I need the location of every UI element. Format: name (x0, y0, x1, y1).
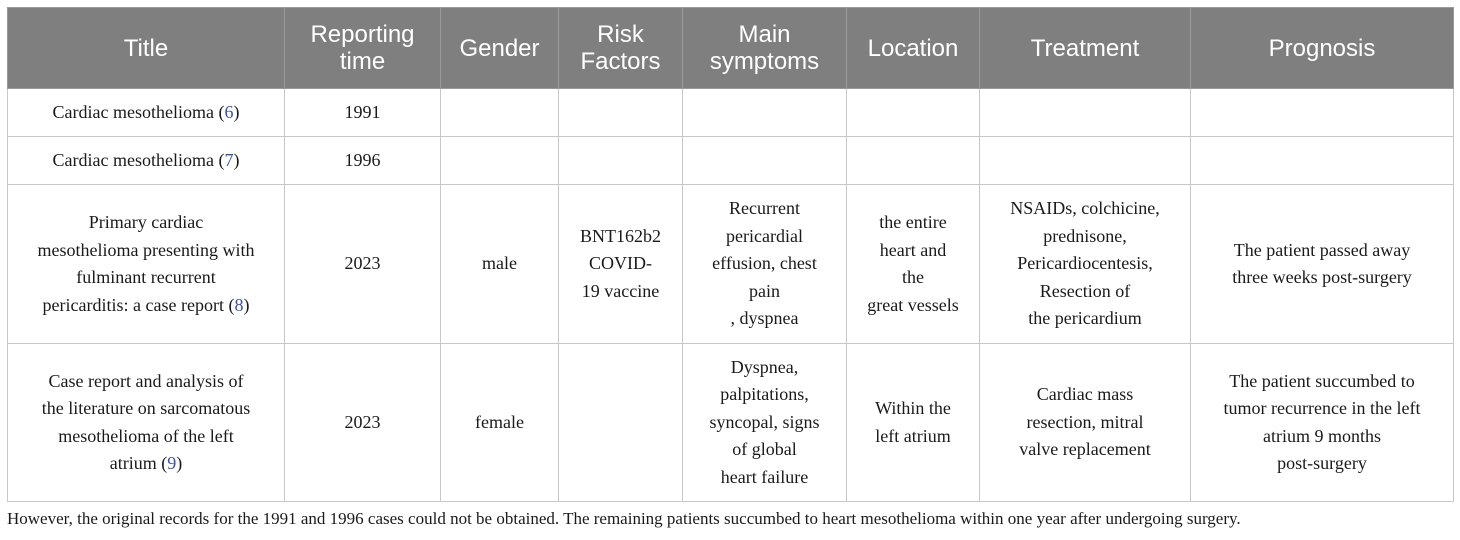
cell-title: Cardiac mesothelioma (7) (8, 137, 285, 185)
table-row (8, 89, 1454, 137)
cell-reporting-time: 2023 (285, 344, 441, 502)
cell-reporting-time: 1996 (285, 137, 441, 185)
cell-treatment: NSAIDs, colchicine, prednisone, Pericardiocentesis, Resection of the pericardium (980, 185, 1191, 344)
cell-treatment (980, 137, 1191, 185)
cell-risk: BNT162b2 COVID- 19 vaccine (559, 185, 683, 344)
reference-link[interactable]: 9 (167, 453, 177, 473)
cell-title: Case report and analysis of the literature on sarcomatous mesothelioma of the left atrium (9) (8, 344, 285, 502)
cell-gender (441, 137, 559, 185)
cell-reporting-time: 1991 (285, 89, 441, 137)
cell-reporting-time: 2023 (285, 185, 441, 344)
header-title: Title (8, 8, 285, 89)
header-prognosis: Prognosis (1191, 8, 1454, 89)
reference-link[interactable]: 7 (224, 149, 234, 170)
cell-risk (559, 137, 683, 185)
cell-gender (441, 89, 559, 137)
cell-prognosis (1191, 137, 1454, 185)
cell-risk (559, 89, 683, 137)
cell-title: Cardiac mesothelioma (6) (8, 89, 285, 137)
cell-risk (559, 344, 683, 502)
cell-location: the entire heart and the great vessels (847, 185, 980, 344)
table-row (8, 137, 1454, 185)
table-container (7, 7, 1453, 502)
cell-gender: female (441, 344, 559, 502)
header-location: Location (847, 8, 980, 89)
mesothelioma-case-table (7, 7, 1454, 502)
reference-link[interactable]: 6 (224, 101, 234, 122)
cell-prognosis (1191, 89, 1454, 137)
header-risk-factors: Risk Factors (559, 8, 683, 89)
header-row (8, 8, 1454, 89)
cell-symptoms (683, 89, 847, 137)
cell-title: Primary cardiac mesothelioma presenting with fulminant recurrent pericarditis: a case report (8) (8, 185, 285, 344)
cell-symptoms (683, 137, 847, 185)
header-main-symptoms: Main symptoms (683, 8, 847, 89)
cell-treatment (980, 89, 1191, 137)
cell-location: Within the left atrium (847, 344, 980, 502)
cell-symptoms: Recurrent pericardial effusion, chest pain , dyspnea (683, 185, 847, 344)
reference-link[interactable]: 8 (234, 294, 244, 315)
cell-prognosis: The patient passed away three weeks post-surgery (1191, 185, 1454, 344)
header-reporting-time: Reporting time (285, 8, 441, 89)
cell-location (847, 137, 980, 185)
header-treatment: Treatment (980, 8, 1191, 89)
cell-prognosis: The patient succumbed to tumor recurrence in the left atrium 9 months post-surgery (1191, 344, 1454, 502)
cell-treatment: Cardiac mass resection, mitral valve replacement (980, 344, 1191, 502)
table-row (8, 185, 1454, 344)
cell-gender: male (441, 185, 559, 344)
header-gender: Gender (441, 8, 559, 89)
table-row (8, 344, 1454, 502)
cell-location (847, 89, 980, 137)
table-footnote: However, the original records for the 1991 and 1996 cases could not be obtained. The remaining patients succumbed to heart mesothelioma within one year after undergoing surgery. (7, 509, 1241, 528)
cell-symptoms: Dyspnea, palpitations, syncopal, signs of global heart failure (683, 344, 847, 502)
